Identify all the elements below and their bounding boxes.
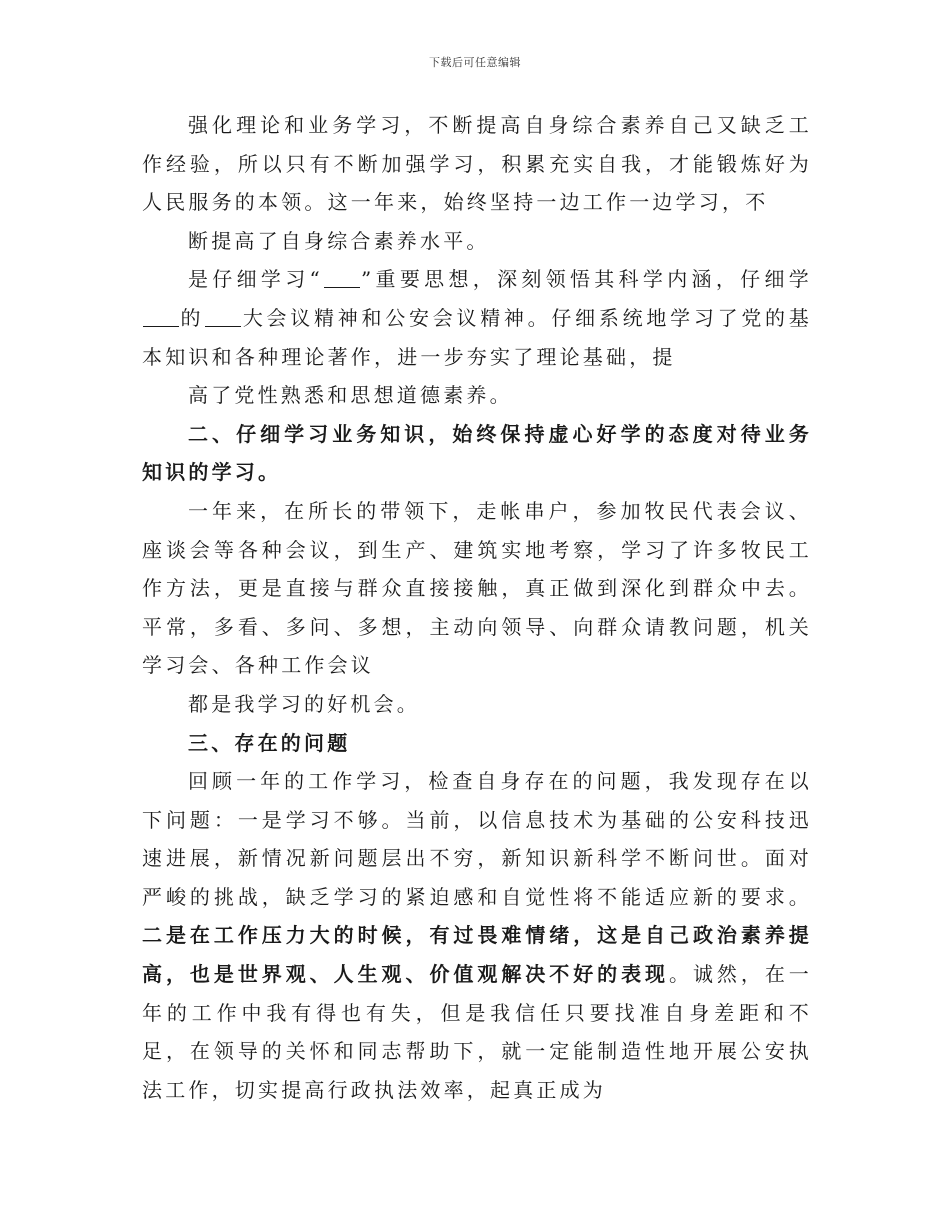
- paragraph-study: 强化理论和业务学习，不断提高自身综合素养自己又缺乏工作经验，所以只有不断加强学习，积累充实自我，才能锻炼好为人民服务的本领。这一年来，始终坚持一边工作一边学习，不: [142, 113, 812, 215]
- paragraph-study-cont: 断提高了自身综合素养水平。: [188, 228, 490, 253]
- theory-text-a: 是仔细学习“: [188, 267, 323, 292]
- paragraph-theory: [142, 260, 812, 376]
- problems-text-bold: 二是在工作压力大的时候，有过畏难情绪，这是自己政治素养提高，也是世界观、人生观、价值观解决不好的表现: [142, 923, 812, 987]
- section-heading-2: 二、仔细学习业务知识，始终保持虚心好学的态度对待业务知识的学习。: [142, 421, 812, 485]
- theory-text-b: ”重要思想，深刻领悟其科学内涵，仔细学: [360, 267, 812, 292]
- theory-text-c: 的: [180, 305, 205, 330]
- theory-text-d: 大会议精神和公安会议精神。仔细系统地学习了党的基本知识和各种理论著作，进一步夯实了理论基础，提: [142, 305, 812, 369]
- blank-underline: [143, 306, 179, 327]
- paragraph-work: 一年来，在所长的带领下，走帐串户，参加牧民代表会议、座谈会等各种会议，到生产、建筑实地考察，学习了许多牧民工作方法，更是直接与群众直接接触，真正做到深化到群众中去。平常，多看、多问、多想，主动向领导、向群众请教问题，机关学习会、各种工作会议: [142, 498, 812, 678]
- blank-underline: [205, 306, 241, 327]
- problems-text-2: 。诚然，在一年的工作中我有得也有失，但是我信任只要找准自身差距和不足，在领导的关怀和同志帮助下，就一定能制造性地开展公安执法工作，切实提高行政执法效率，起真正成为: [142, 962, 812, 1102]
- problems-text-1: 回顾一年的工作学习，检查自身存在的问题，我发现存在以下问题：一是学习不够。当前，以信息技术为基础的公安科技迅速进展，新情况新问题层出不穷，新知识新科学不断问世。面对严峻的挑战，缺乏学习的紧迫感和自觉性将不能适应新的要求。: [142, 769, 812, 909]
- document-body: [142, 106, 812, 1109]
- paragraph-theory-cont: 高了党性熟悉和思想道德素养。: [188, 383, 513, 408]
- section-heading-3: 三、存在的问题: [188, 730, 351, 755]
- paragraph-work-cont: 都是我学习的好机会。: [188, 691, 420, 716]
- blank-underline: [324, 267, 360, 288]
- paragraph-problems: [142, 762, 812, 1109]
- page-header: 下载后可任意编辑: [429, 56, 521, 69]
